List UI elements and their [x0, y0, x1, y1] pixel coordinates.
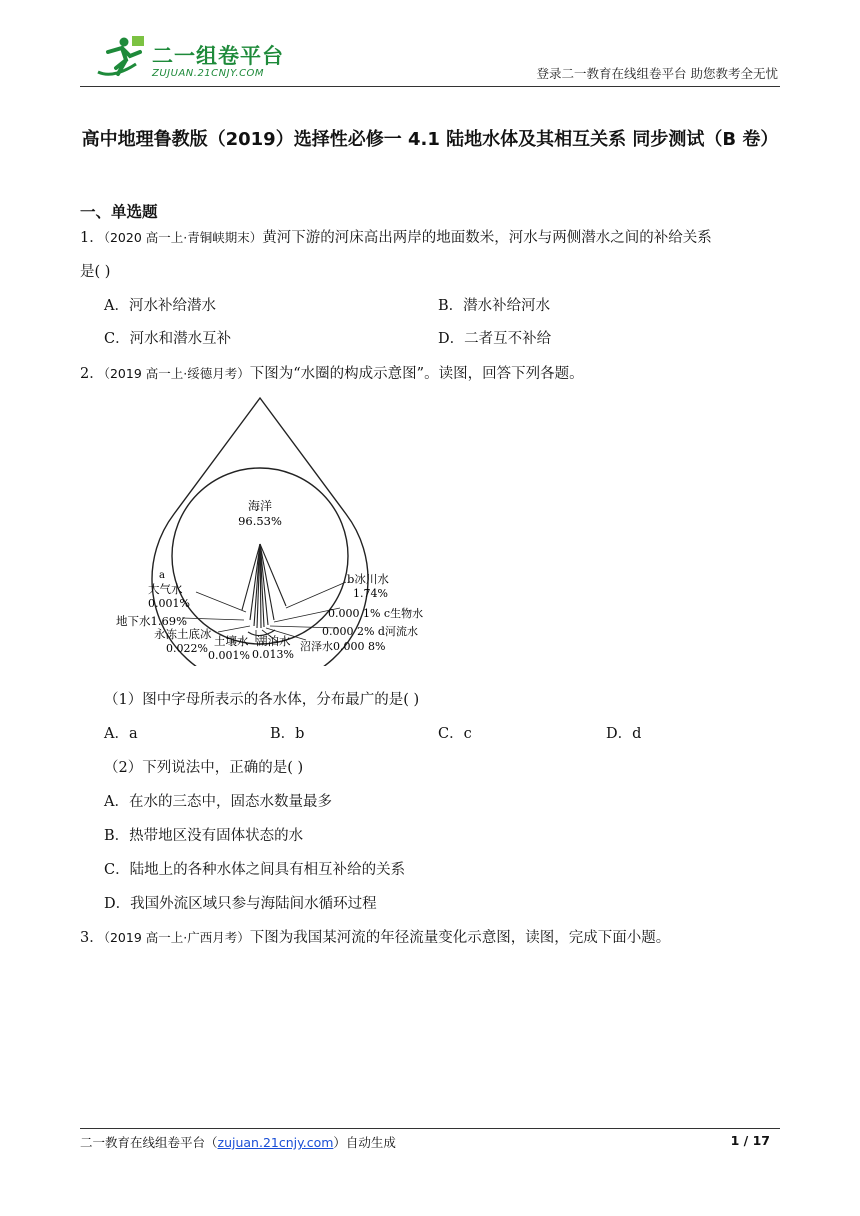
fan-lines — [242, 544, 286, 636]
label-atmosphere: 大气水 — [148, 582, 183, 596]
value-atmosphere: 0.001% — [148, 597, 190, 610]
label-glacier: b冰川水 — [347, 572, 389, 586]
option-b[interactable]: B．b — [270, 726, 305, 742]
header-slogan[interactable]: 登录二一教育在线组卷平台 助您教考全无忧 — [536, 66, 778, 81]
page-number: 1 / 17 — [730, 1133, 770, 1148]
logo-text: 二一组卷平台 — [152, 44, 284, 68]
label-river: 0.000 2% d河流水 — [322, 625, 418, 638]
question-number: 3． — [80, 930, 104, 946]
option-c[interactable]: C．c — [438, 726, 472, 742]
question-text: 下图为“水圈的构成示意图”。读图，回答下列各题。 — [249, 366, 584, 382]
option-a[interactable]: A．河水补给潜水 — [104, 298, 216, 314]
sub-question-2: （2）下列说法中，正确的是( ) — [104, 760, 304, 776]
page-footer — [80, 1128, 780, 1151]
logo-subtext: ZUJUAN.21CNJY.COM — [152, 68, 265, 79]
option-c[interactable]: C．陆地上的各种水体之间具有相互补给的关系 — [104, 862, 406, 878]
question-source[interactable]: （2019 高一上·绥德月考） — [103, 366, 250, 381]
question-number: 2． — [80, 366, 104, 382]
option-c[interactable]: C．河水和潜水互补 — [104, 331, 232, 347]
page-header — [80, 28, 780, 87]
question-text: 黄河下游的河床高出两岸的地面数米，河水与两侧潜水之间的补给关系 — [262, 230, 712, 246]
question-text: 下图为我国某河流的年径流量变化示意图，读图，完成下面小题。 — [249, 930, 671, 946]
label-swamp: 沼泽水0.000 8% — [300, 640, 386, 653]
label-soil: 土壤水 — [214, 634, 249, 648]
value-soil: 0.001% — [208, 649, 250, 662]
ocean-label: 海洋 — [247, 499, 273, 513]
ocean-value: 96.53% — [238, 514, 282, 528]
label-bio: 0.000 1% c生物水 — [328, 607, 424, 620]
question-number: 1． — [80, 230, 104, 246]
option-b[interactable]: B．热带地区没有固体状态的水 — [104, 828, 304, 844]
page-title: 高中地理鲁教版（2019）选择性必修一 4.1 陆地水体及其相互关系 同步测试（B 卷） — [81, 129, 779, 150]
sub-question-1: （1）图中字母所表示的各水体，分布最广的是( ) — [104, 692, 420, 708]
option-d[interactable]: D．d — [606, 726, 642, 742]
question-source[interactable]: （2019 高一上·广西月考） — [103, 930, 250, 945]
label-a-letter: a — [159, 570, 165, 581]
label-permafrost: 永冻土底冰 — [154, 627, 212, 641]
question-3 — [80, 928, 670, 948]
runner-logo-icon — [88, 34, 148, 84]
option-d[interactable]: D．二者互不补给 — [438, 331, 552, 347]
label-groundwater: 地下水1.69% — [116, 614, 188, 628]
value-permafrost: 0.022% — [166, 642, 208, 655]
question-1 — [80, 228, 712, 248]
hydrosphere-diagram — [110, 396, 440, 666]
question-2 — [80, 364, 584, 384]
value-lake: 0.013% — [252, 648, 294, 661]
question-source[interactable]: （2020 高一上·青铜峡期末） — [103, 230, 263, 245]
section-heading: 一、单选题 — [80, 203, 158, 221]
footer-suffix: ）自动生成 — [333, 1135, 396, 1150]
option-a[interactable]: A．a — [104, 726, 138, 742]
option-d[interactable]: D．我国外流区域只参与海陆间水循环过程 — [104, 896, 377, 912]
footer-prefix: 二一教育在线组卷平台（ — [80, 1135, 218, 1150]
option-b[interactable]: B．潜水补给河水 — [438, 298, 551, 314]
logo[interactable] — [88, 34, 298, 84]
question-1-cont: 是( ) — [80, 264, 111, 280]
footer-link[interactable]: zujuan.21cnjy.com — [217, 1135, 334, 1150]
value-glacier: 1.74% — [353, 587, 388, 600]
label-lake: 湖泊水 — [256, 634, 291, 648]
option-a[interactable]: A．在水的三态中，固态水数量最多 — [104, 794, 332, 810]
